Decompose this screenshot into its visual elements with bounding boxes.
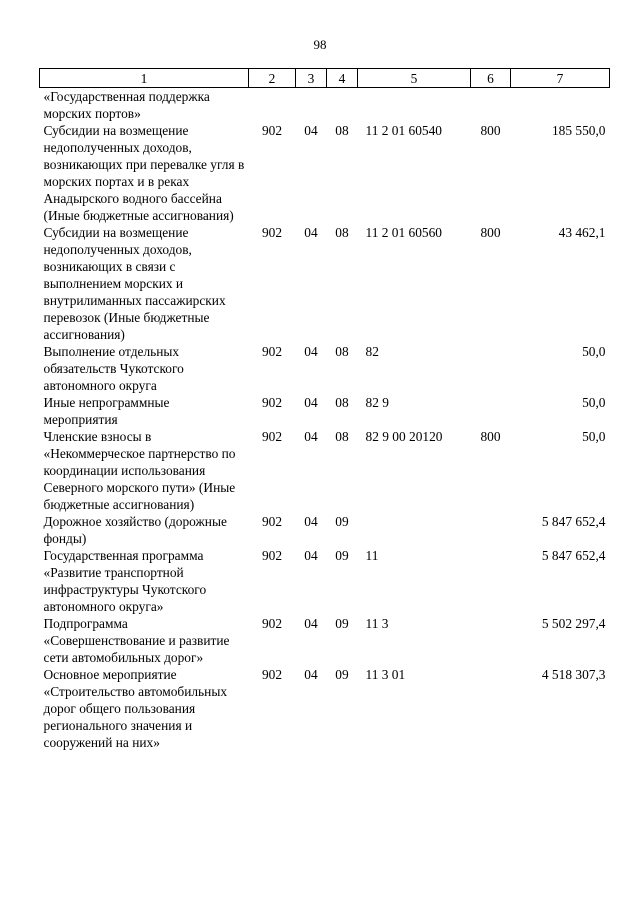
row-subsection-code — [327, 88, 358, 123]
row-amount: 4 518 307,3 — [541, 667, 606, 682]
table-row — [40, 394, 610, 428]
row-name: Субсидии на возмещение недополученных доходов, возникающих при перевалке угля в морских портах и в реках Анадырского водного бассейна (Иные бюджетные ассигнования) — [43, 123, 245, 223]
row-ministry-code: 902 — [261, 616, 283, 631]
row-ministry-code: 902 — [261, 429, 283, 444]
column-header-4: 4 — [327, 69, 358, 88]
column-header-3: 3 — [296, 69, 327, 88]
row-name: «Государственная поддержка морских портов» — [43, 89, 210, 121]
row-target-code: 11 — [365, 548, 379, 563]
row-target-code: 82 9 00 20120 — [365, 429, 443, 444]
row-target-code: 11 3 01 — [365, 667, 406, 682]
table-row — [40, 547, 610, 615]
row-expense-type — [471, 343, 511, 394]
row-expense-type: 800 — [480, 123, 501, 138]
row-subsection-code: 09 — [335, 616, 349, 631]
row-ministry-code: 902 — [261, 395, 283, 410]
table-row — [40, 666, 610, 751]
table-row — [40, 428, 610, 513]
row-name: Дорожное хозяйство (дорожные фонды) — [43, 514, 227, 546]
row-expense-type — [471, 88, 511, 123]
row-target-code: 82 9 — [365, 395, 389, 410]
row-target-code: 82 — [365, 344, 379, 359]
column-header-5: 5 — [358, 69, 471, 88]
row-amount: 43 462,1 — [558, 225, 606, 240]
row-name: Подпрограмма «Совершенствование и развитие сети автомобильных дорог» — [43, 616, 230, 665]
table-row — [40, 513, 610, 547]
table-row — [40, 343, 610, 394]
row-target-code: 11 2 01 60540 — [365, 123, 442, 138]
row-section-code: 04 — [304, 667, 318, 682]
row-amount: 50,0 — [582, 344, 606, 359]
row-expense-type: 800 — [480, 429, 501, 444]
header-row — [40, 69, 610, 88]
row-expense-type: 800 — [480, 225, 501, 240]
column-header-7: 7 — [511, 69, 610, 88]
row-section-code — [296, 88, 327, 123]
row-section-code: 04 — [304, 548, 318, 563]
row-amount: 50,0 — [582, 429, 606, 444]
row-ministry-code: 902 — [261, 123, 283, 138]
row-subsection-code: 09 — [335, 548, 349, 563]
table-row — [40, 122, 610, 224]
row-expense-type — [471, 394, 511, 428]
row-amount — [511, 88, 610, 123]
row-section-code: 04 — [304, 514, 318, 529]
row-section-code: 04 — [304, 395, 318, 410]
row-amount: 5 847 652,4 — [541, 514, 606, 529]
row-section-code: 04 — [304, 616, 318, 631]
row-target-code: 11 2 01 60560 — [365, 225, 442, 240]
row-name: Основное мероприятие «Строительство автомобильных дорог общего пользования регионального значения и сооружений на них» — [43, 667, 228, 750]
table-row — [40, 224, 610, 343]
table-row — [40, 615, 610, 666]
row-ministry-code: 902 — [261, 225, 283, 240]
row-target-code: 11 3 — [365, 616, 389, 631]
row-name: Государственная программа «Развитие транспортной инфраструктуры Чукотского автономного округа» — [43, 548, 207, 614]
row-expense-type — [471, 513, 511, 547]
row-ministry-code: 902 — [261, 548, 283, 563]
row-subsection-code: 08 — [335, 225, 349, 240]
row-ministry-code: 902 — [261, 344, 283, 359]
page-number: 98 — [313, 37, 327, 52]
table-body — [40, 88, 610, 752]
row-subsection-code: 09 — [335, 514, 349, 529]
row-subsection-code: 08 — [335, 123, 349, 138]
row-section-code: 04 — [304, 344, 318, 359]
row-expense-type — [471, 547, 511, 615]
row-amount: 50,0 — [582, 395, 606, 410]
row-subsection-code: 08 — [335, 395, 349, 410]
row-target-code — [358, 88, 471, 123]
column-header-1: 1 — [40, 69, 249, 88]
row-expense-type — [471, 666, 511, 751]
row-target-code — [358, 513, 471, 547]
table-row — [40, 88, 610, 123]
row-name: Выполнение отдельных обязательств Чукотского автономного округа — [43, 344, 184, 393]
row-name: Иные непрограммные мероприятия — [43, 395, 170, 427]
row-subsection-code: 08 — [335, 429, 349, 444]
row-section-code: 04 — [304, 123, 318, 138]
row-ministry-code: 902 — [261, 514, 283, 529]
column-header-6: 6 — [471, 69, 511, 88]
row-subsection-code: 09 — [335, 667, 349, 682]
row-amount: 5 502 297,4 — [541, 616, 606, 631]
row-ministry-code: 902 — [261, 667, 283, 682]
row-amount: 5 847 652,4 — [541, 548, 606, 563]
row-name: Членские взносы в «Некоммерческое партнерство по координации использования Северного морского пути» (Иные бюджетные ассигнования) — [43, 429, 236, 512]
row-section-code: 04 — [304, 225, 318, 240]
row-amount: 185 550,0 — [551, 123, 606, 138]
row-section-code: 04 — [304, 429, 318, 444]
budget-table — [39, 68, 610, 751]
row-expense-type — [471, 615, 511, 666]
row-name: Субсидии на возмещение недополученных доходов, возникающих в связи с выполнением морских и внутрилиманных пассажирских перевозок (Иные бюджетные ассигнования) — [43, 225, 226, 342]
table-header — [40, 69, 610, 88]
column-header-2: 2 — [249, 69, 296, 88]
row-ministry-code — [249, 88, 296, 123]
row-subsection-code: 08 — [335, 344, 349, 359]
